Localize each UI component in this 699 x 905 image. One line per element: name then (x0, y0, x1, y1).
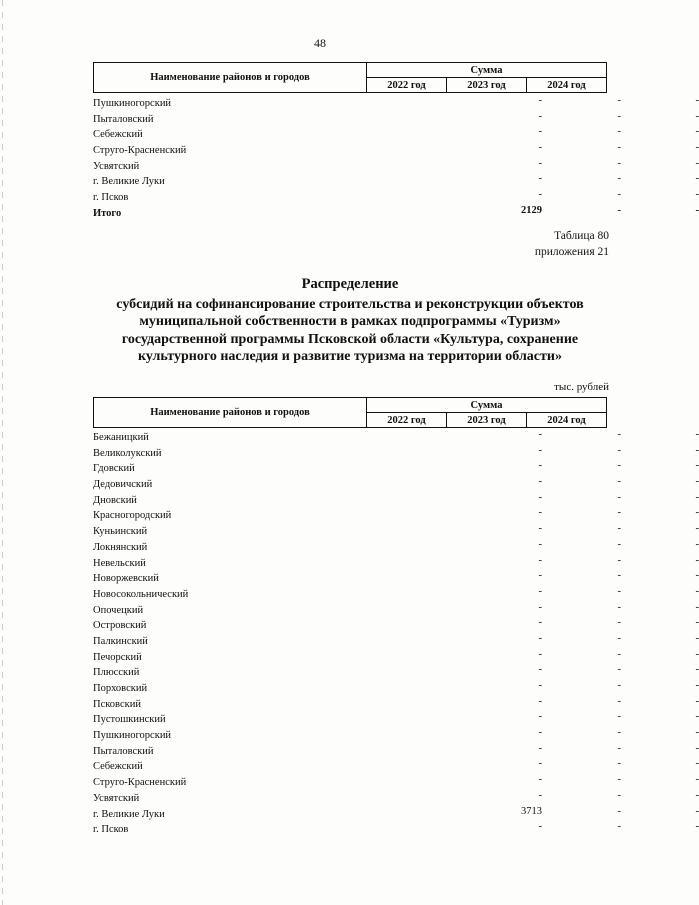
value-2024: - (695, 507, 699, 519)
value-2024: - (695, 110, 699, 122)
value-2022: - (538, 711, 542, 723)
district-name: Порховский (93, 683, 148, 694)
value-2022: - (538, 538, 542, 550)
value-2022: - (538, 789, 542, 801)
value-2023: - (617, 632, 621, 644)
value-2023: - (617, 601, 621, 613)
value-2023: - (617, 95, 621, 106)
value-2024: - (695, 601, 699, 613)
table-row (93, 821, 699, 838)
value-2023: - (617, 585, 621, 597)
value-2024: - (695, 554, 699, 566)
value-2022: - (538, 189, 542, 201)
value-2023: - (617, 570, 621, 582)
table2-header (93, 397, 607, 428)
value-2022: - (538, 157, 542, 169)
value-2023: - (617, 429, 621, 440)
value-2023: - (617, 695, 621, 707)
value-2022: - (538, 523, 542, 535)
district-name: Себежский (93, 761, 143, 773)
title-heading: Распределение (301, 276, 399, 292)
district-name: г. Великие Луки (93, 808, 165, 820)
value-2024: - (695, 476, 699, 488)
table-caption (535, 228, 609, 260)
value-2022: - (538, 95, 542, 106)
district-name: Новосокольнический (93, 588, 189, 600)
value-2023: - (617, 173, 621, 185)
value-2022: - (538, 601, 542, 613)
value-2024: - (695, 444, 699, 456)
header-sum: Сумма (367, 63, 607, 78)
value-2024: - (695, 821, 699, 833)
value-2023: - (617, 142, 621, 154)
district-name: Бежаницкий (93, 432, 149, 443)
value-2022: - (538, 821, 542, 833)
value-2023: - (617, 538, 621, 550)
table1-header (93, 62, 607, 93)
value-2024: - (695, 538, 699, 550)
value-2023: - (617, 189, 621, 201)
value-2023: - (617, 460, 621, 472)
value-2024: - (695, 157, 699, 169)
value-2022: - (538, 648, 542, 660)
value-2024: - (695, 523, 699, 535)
value-2023: - (617, 157, 621, 169)
district-name: г. Великие Луки (93, 176, 165, 188)
district-name: Себежский (93, 129, 143, 141)
value-2023: - (617, 742, 621, 754)
value-2024: - (695, 789, 699, 801)
value-2022: - (538, 774, 542, 786)
value-2022: - (538, 173, 542, 185)
value-2024: - (695, 429, 699, 440)
caption-appendix: приложения 21 (534, 246, 609, 258)
district-name: Псковский (93, 698, 141, 710)
value-2023: - (617, 476, 621, 488)
district-name: Куньинский (93, 526, 148, 538)
value-2022: - (538, 727, 542, 739)
district-name: Красногородский (93, 510, 172, 522)
title-line: культурного наследия и развитие туризма на территории области» (138, 349, 562, 364)
title-line: муниципальной собственности в рамках подпрограммы «Туризм» (139, 314, 561, 329)
header-year-2022: 2022 год (367, 413, 447, 428)
value-2022: - (538, 126, 542, 138)
district-name: Пустошкинский (93, 714, 166, 726)
value-2024: - (695, 95, 699, 106)
value-2023: - (617, 727, 621, 739)
value-2022: 2129 (521, 204, 542, 216)
value-2024: - (695, 204, 699, 216)
value-2023: - (617, 711, 621, 723)
table2-body (93, 429, 699, 838)
district-name: Дновский (93, 494, 137, 506)
district-name: Пыталовский (93, 745, 154, 757)
district-name: Усвятский (93, 792, 140, 804)
value-2024: - (695, 460, 699, 472)
value-2023: - (617, 204, 621, 216)
value-2022: - (538, 632, 542, 644)
value-2023: - (617, 648, 621, 660)
value-2022: - (538, 491, 542, 503)
value-2024: - (695, 758, 699, 770)
value-2022: 3713 (521, 805, 542, 817)
district-name: Струго-Красненский (93, 777, 187, 789)
district-name: Великолукский (93, 447, 162, 459)
value-2024: - (695, 680, 699, 691)
district-name: Опочецкий (93, 604, 144, 616)
value-2022: - (538, 110, 542, 122)
district-name: Островский (93, 620, 147, 632)
value-2022: - (538, 664, 542, 676)
page-number: 48 (314, 36, 326, 50)
value-2022: - (538, 476, 542, 488)
district-name: Печорский (93, 651, 142, 663)
district-name: Струго-Красненский (93, 145, 187, 157)
district-name: Локнянский (93, 541, 148, 553)
table1-body (93, 95, 699, 222)
value-2024: - (695, 727, 699, 739)
value-2022: - (538, 570, 542, 582)
value-2023: - (617, 758, 621, 770)
district-name: Пушкиногорский (93, 730, 172, 742)
table-total-row (93, 204, 699, 222)
scan-edge-artifact (2, 0, 3, 905)
district-name: Итого (93, 207, 122, 219)
value-2022: - (538, 585, 542, 597)
value-2022: - (538, 695, 542, 707)
value-2022: - (538, 444, 542, 456)
value-2023: - (617, 821, 621, 833)
value-2022: - (538, 507, 542, 519)
value-2024: - (695, 711, 699, 723)
district-name: г. Псков (93, 192, 129, 204)
header-sum: Сумма (367, 398, 607, 413)
value-2022: - (538, 742, 542, 754)
value-2023: - (617, 680, 621, 691)
title-line: субсидий на софинансирование строительства и реконструкции объектов (116, 296, 584, 312)
district-name: Палкинский (93, 635, 148, 647)
value-2024: - (695, 742, 699, 754)
value-2023: - (617, 774, 621, 786)
value-2022: - (538, 680, 542, 691)
value-2024: - (695, 695, 699, 707)
header-year-2024: 2024 год (527, 78, 607, 93)
value-2024: - (695, 617, 699, 629)
value-2024: - (695, 585, 699, 597)
header-year-2023: 2023 год (447, 413, 527, 428)
value-2022: - (538, 554, 542, 566)
value-2023: - (617, 126, 621, 138)
header-year-2024: 2024 год (527, 413, 607, 428)
value-2023: - (617, 523, 621, 535)
value-2023: - (617, 507, 621, 519)
header-name-column: Наименование районов и городов (94, 398, 367, 428)
value-2024: - (695, 774, 699, 786)
value-2023: - (617, 617, 621, 629)
title-line: государственной программы Псковской области «Культура, сохранение (121, 331, 579, 347)
value-2023: - (617, 805, 621, 817)
value-2024: - (695, 491, 699, 503)
district-name: Новоржевский (93, 573, 159, 585)
district-name: Невельский (93, 557, 146, 569)
district-name: Усвятский (93, 160, 140, 172)
header-year-2023: 2023 год (447, 78, 527, 93)
value-2023: - (617, 554, 621, 566)
header-name-column: Наименование районов и городов (94, 63, 367, 93)
header-year-2022: 2022 год (367, 78, 447, 93)
value-2023: - (617, 789, 621, 801)
value-2024: - (695, 648, 699, 660)
value-2023: - (617, 664, 621, 676)
unit-label: тыс. рублей (554, 381, 609, 393)
district-name: Пыталовский (93, 113, 154, 125)
value-2022: - (538, 429, 542, 440)
value-2024: - (695, 126, 699, 138)
value-2024: - (695, 142, 699, 154)
value-2024: - (695, 173, 699, 185)
value-2023: - (617, 491, 621, 503)
district-name: Гдовский (93, 463, 135, 475)
value-2024: - (695, 805, 699, 817)
value-2024: - (695, 570, 699, 582)
district-name: Дедовичский (93, 479, 153, 491)
value-2024: - (695, 189, 699, 201)
document-title (80, 276, 620, 366)
value-2022: - (538, 142, 542, 154)
value-2022: - (538, 460, 542, 472)
value-2022: - (538, 617, 542, 629)
value-2024: - (695, 664, 699, 676)
value-2024: - (695, 632, 699, 644)
district-name: Пушкиногорский (93, 98, 172, 109)
value-2022: - (538, 758, 542, 770)
value-2023: - (617, 444, 621, 456)
value-2023: - (617, 110, 621, 122)
district-name: г. Псков (93, 824, 129, 836)
caption-table-number: Таблица 80 (554, 230, 609, 242)
district-name: Плюсский (93, 667, 140, 679)
